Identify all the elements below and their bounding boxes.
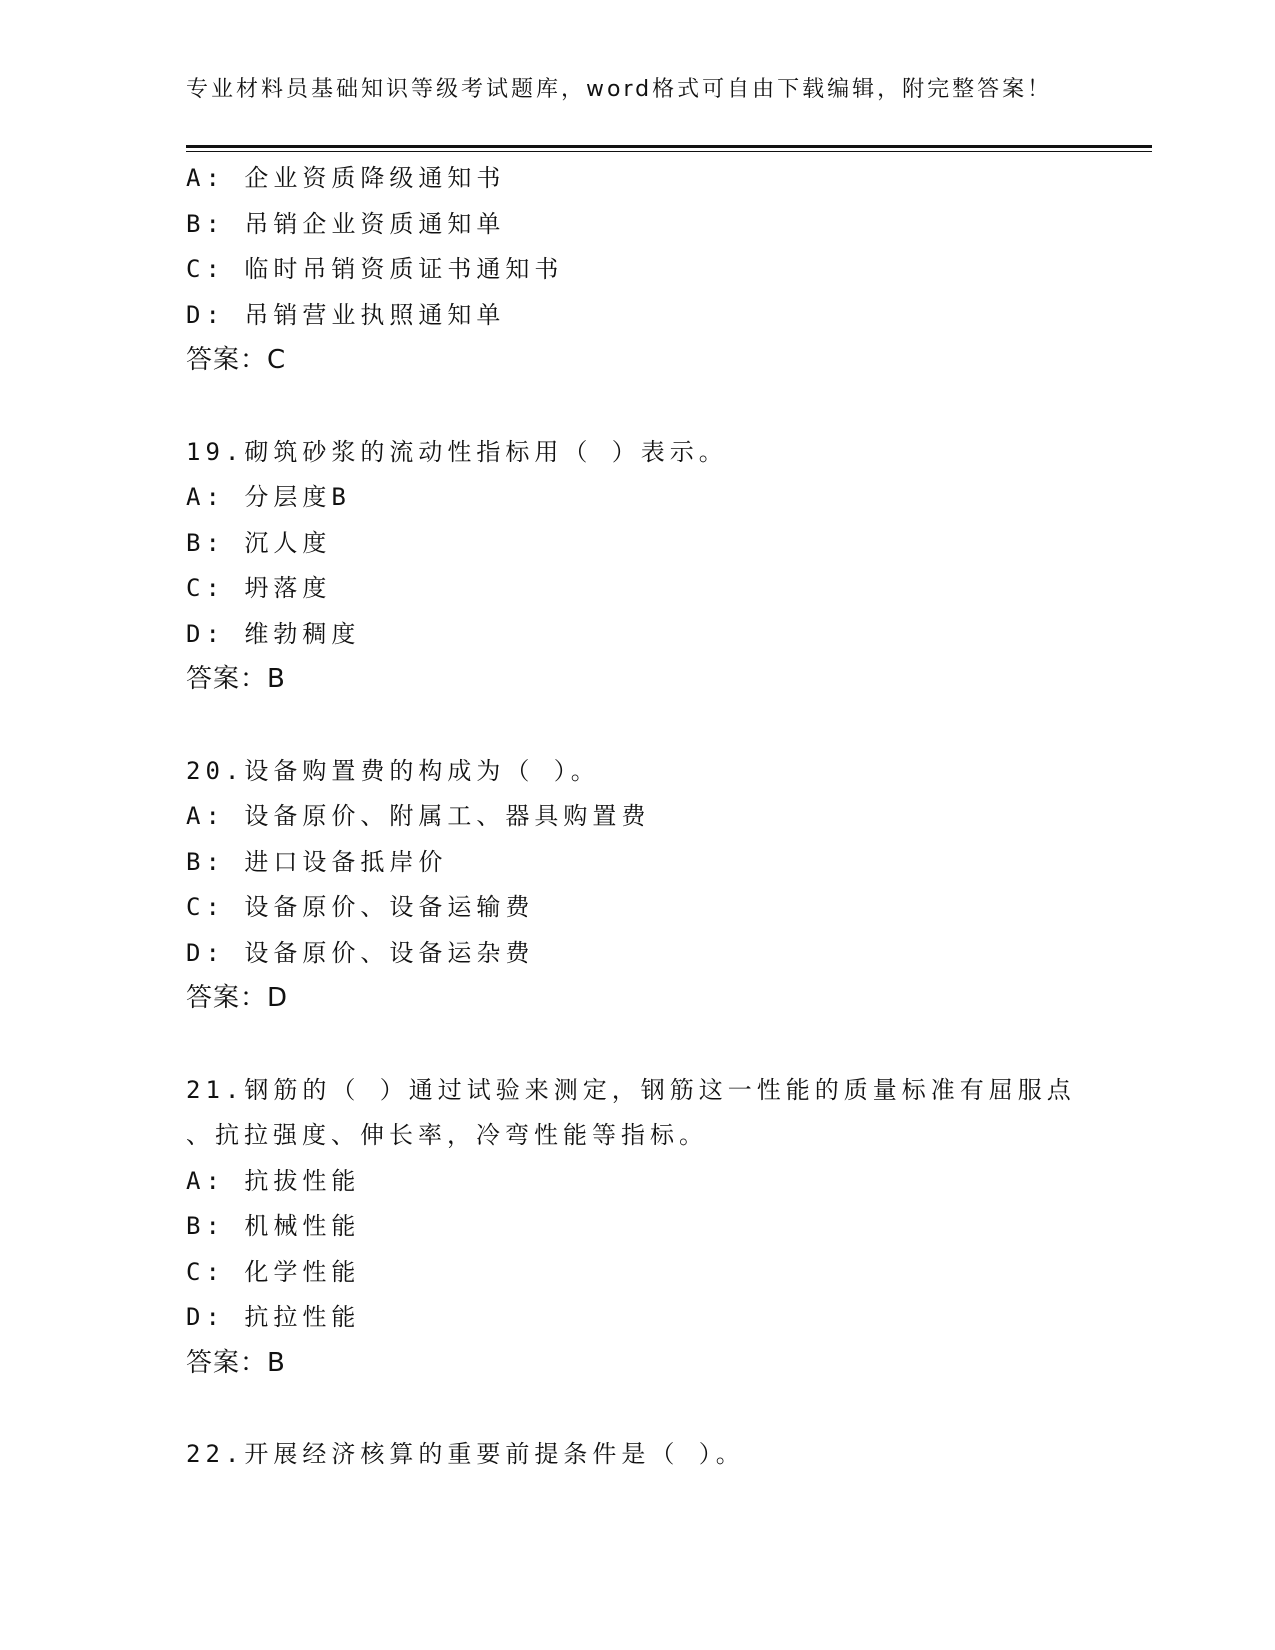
question-22-block [186,1432,1086,1478]
option-b: B: 进口设备抵岸价 [186,847,448,876]
question-18-block [186,156,1086,384]
option-a: A: 企业资质降级通知书 [186,164,506,192]
answer-line: 答案：C [186,345,287,375]
header-rule-thick [186,145,1152,148]
option-d: D: 设备原价、设备运杂费 [186,938,535,967]
answer-line: 答案：B [186,1347,286,1378]
question-stem: 19.砌筑砂浆的流动性指标用（ ）表示。 [186,437,728,466]
header-rule-thin [186,151,1152,152]
option-a: A: 抗拔性能 [186,1166,361,1195]
option-b: B: 沉人度 [186,528,332,557]
option-c: C: 临时吊销资质证书通知书 [186,255,564,283]
question-21-block [186,1068,1086,1387]
option-c: C: 坍落度 [186,574,332,602]
option-d: D: 维勃稠度 [186,619,361,648]
answer-line: 答案：B [186,664,286,694]
question-stem-line-1: 21.钢筋的（ ）通过试验来测定，钢筋这一性能的质量标准有屈服点 [186,1075,1076,1104]
option-c: C: 设备原价、设备运输费 [186,893,535,921]
page-header: 专业材料员基础知识等级考试题库，word格式可自由下载编辑，附完整答案！ [186,77,1053,102]
option-b: B: 吊销企业资质通知单 [186,209,506,238]
question-19-block [186,430,1086,703]
option-d: D: 抗拉性能 [186,1303,361,1331]
question-stem: 20.设备购置费的构成为（ ）。 [186,756,600,785]
option-c: C: 化学性能 [186,1257,361,1286]
answer-line: 答案：D [186,983,289,1013]
option-a: A: 分层度B [186,483,351,511]
option-a: A: 设备原价、附属工、器具购置费 [186,802,651,830]
question-20-block [186,749,1086,1022]
option-b: B: 机械性能 [186,1212,361,1240]
option-d: D: 吊销营业执照通知单 [186,300,506,329]
question-list [186,156,1086,1478]
question-stem-line-2: 、抗拉强度、伸长率，冷弯性能等指标。 [186,1121,708,1149]
question-stem: 22.开展经济核算的重要前提条件是（ ）。 [186,1440,745,1468]
